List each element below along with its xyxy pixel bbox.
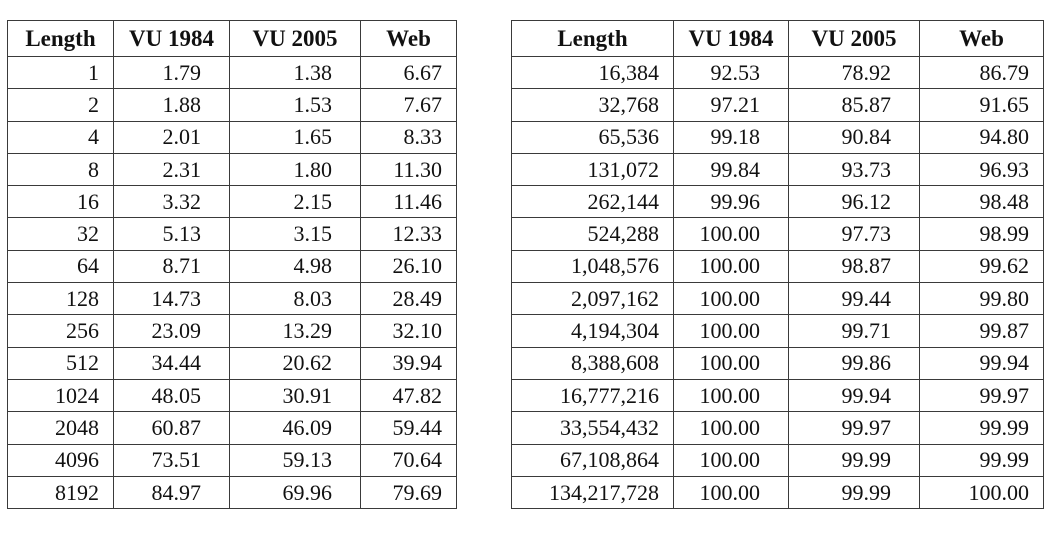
table-row bbox=[8, 283, 457, 315]
header-row bbox=[8, 21, 457, 57]
vu-1984-cell: 99.84 bbox=[674, 153, 789, 185]
web-cell: 91.65 bbox=[920, 89, 1044, 121]
table-row bbox=[512, 218, 1044, 250]
vu-1984-cell: 48.05 bbox=[114, 379, 230, 411]
vu-1984-cell: 8.71 bbox=[114, 250, 230, 282]
table-row bbox=[8, 379, 457, 411]
table-row bbox=[8, 186, 457, 218]
vu-2005-cell: 97.73 bbox=[789, 218, 920, 250]
table-row bbox=[8, 347, 457, 379]
length-cell: 65,536 bbox=[512, 121, 674, 153]
length-cell: 262,144 bbox=[512, 186, 674, 218]
vu-1984-cell: 100.00 bbox=[674, 476, 789, 508]
vu-2005-cell: 93.73 bbox=[789, 153, 920, 185]
column-header-vu-1984: VU 1984 bbox=[674, 21, 789, 57]
vu-1984-cell: 2.01 bbox=[114, 121, 230, 153]
table-body bbox=[512, 57, 1044, 509]
vu-2005-cell: 99.99 bbox=[789, 444, 920, 476]
vu-2005-cell: 90.84 bbox=[789, 121, 920, 153]
vu-1984-cell: 100.00 bbox=[674, 218, 789, 250]
vu-2005-cell: 99.97 bbox=[789, 412, 920, 444]
web-cell: 7.67 bbox=[361, 89, 457, 121]
length-cell: 8,388,608 bbox=[512, 347, 674, 379]
vu-1984-cell: 97.21 bbox=[674, 89, 789, 121]
vu-2005-cell: 1.80 bbox=[230, 153, 361, 185]
table-row bbox=[512, 283, 1044, 315]
vu-2005-cell: 13.29 bbox=[230, 315, 361, 347]
vu-1984-cell: 84.97 bbox=[114, 476, 230, 508]
vu-1984-cell: 100.00 bbox=[674, 315, 789, 347]
column-header-web: Web bbox=[920, 21, 1044, 57]
vu-1984-cell: 14.73 bbox=[114, 283, 230, 315]
table-row bbox=[512, 379, 1044, 411]
table-row bbox=[8, 444, 457, 476]
vu-2005-cell: 46.09 bbox=[230, 412, 361, 444]
web-cell: 99.99 bbox=[920, 444, 1044, 476]
web-cell: 99.62 bbox=[920, 250, 1044, 282]
web-cell: 12.33 bbox=[361, 218, 457, 250]
table-row bbox=[512, 250, 1044, 282]
web-cell: 99.97 bbox=[920, 379, 1044, 411]
table-row bbox=[8, 89, 457, 121]
vu-2005-cell: 8.03 bbox=[230, 283, 361, 315]
web-cell: 11.46 bbox=[361, 186, 457, 218]
table-row bbox=[512, 57, 1044, 89]
web-cell: 59.44 bbox=[361, 412, 457, 444]
table-row bbox=[8, 476, 457, 508]
vu-2005-cell: 20.62 bbox=[230, 347, 361, 379]
vu-2005-cell: 99.44 bbox=[789, 283, 920, 315]
web-cell: 32.10 bbox=[361, 315, 457, 347]
vu-1984-cell: 23.09 bbox=[114, 315, 230, 347]
length-cell: 4,194,304 bbox=[512, 315, 674, 347]
length-cell: 16,777,216 bbox=[512, 379, 674, 411]
length-cell: 8 bbox=[8, 153, 114, 185]
vu-2005-cell: 59.13 bbox=[230, 444, 361, 476]
table-row bbox=[8, 57, 457, 89]
web-cell: 26.10 bbox=[361, 250, 457, 282]
web-cell: 99.80 bbox=[920, 283, 1044, 315]
length-cell: 4096 bbox=[8, 444, 114, 476]
web-cell: 96.93 bbox=[920, 153, 1044, 185]
length-cell: 2,097,162 bbox=[512, 283, 674, 315]
column-header-vu-1984: VU 1984 bbox=[114, 21, 230, 57]
web-cell: 94.80 bbox=[920, 121, 1044, 153]
table-row bbox=[8, 153, 457, 185]
header-row bbox=[512, 21, 1044, 57]
vu-2005-cell: 1.65 bbox=[230, 121, 361, 153]
vu-2005-cell: 99.99 bbox=[789, 476, 920, 508]
vu-2005-cell: 78.92 bbox=[789, 57, 920, 89]
table-row bbox=[512, 412, 1044, 444]
length-cell: 256 bbox=[8, 315, 114, 347]
vu-1984-cell: 34.44 bbox=[114, 347, 230, 379]
vu-1984-cell: 60.87 bbox=[114, 412, 230, 444]
web-cell: 6.67 bbox=[361, 57, 457, 89]
vu-2005-cell: 99.86 bbox=[789, 347, 920, 379]
vu-1984-cell: 1.79 bbox=[114, 57, 230, 89]
vu-1984-cell: 2.31 bbox=[114, 153, 230, 185]
vu-1984-cell: 100.00 bbox=[674, 250, 789, 282]
table-row bbox=[8, 218, 457, 250]
vu-1984-cell: 73.51 bbox=[114, 444, 230, 476]
table-row bbox=[512, 186, 1044, 218]
vu-2005-cell: 85.87 bbox=[789, 89, 920, 121]
vu-1984-cell: 1.88 bbox=[114, 89, 230, 121]
vu-1984-cell: 100.00 bbox=[674, 412, 789, 444]
length-cell: 134,217,728 bbox=[512, 476, 674, 508]
vu-2005-cell: 4.98 bbox=[230, 250, 361, 282]
length-cell: 131,072 bbox=[512, 153, 674, 185]
column-header-vu-2005: VU 2005 bbox=[230, 21, 361, 57]
length-cell: 1 bbox=[8, 57, 114, 89]
vu-2005-cell: 69.96 bbox=[230, 476, 361, 508]
vu-1984-cell: 100.00 bbox=[674, 347, 789, 379]
vu-1984-cell: 100.00 bbox=[674, 379, 789, 411]
length-cell: 2048 bbox=[8, 412, 114, 444]
length-cell: 1024 bbox=[8, 379, 114, 411]
web-cell: 99.87 bbox=[920, 315, 1044, 347]
length-cell: 67,108,864 bbox=[512, 444, 674, 476]
vu-1984-cell: 99.96 bbox=[674, 186, 789, 218]
vu-2005-cell: 3.15 bbox=[230, 218, 361, 250]
web-cell: 98.99 bbox=[920, 218, 1044, 250]
web-cell: 100.00 bbox=[920, 476, 1044, 508]
web-cell: 99.99 bbox=[920, 412, 1044, 444]
length-cell: 8192 bbox=[8, 476, 114, 508]
length-cell: 1,048,576 bbox=[512, 250, 674, 282]
table-row bbox=[512, 347, 1044, 379]
table-row bbox=[512, 444, 1044, 476]
length-cell: 524,288 bbox=[512, 218, 674, 250]
column-header-length: Length bbox=[8, 21, 114, 57]
vu-2005-cell: 99.71 bbox=[789, 315, 920, 347]
web-cell: 8.33 bbox=[361, 121, 457, 153]
column-header-length: Length bbox=[512, 21, 674, 57]
table-row bbox=[512, 153, 1044, 185]
length-cell: 512 bbox=[8, 347, 114, 379]
left-table bbox=[7, 20, 457, 509]
vu-2005-cell: 96.12 bbox=[789, 186, 920, 218]
web-cell: 39.94 bbox=[361, 347, 457, 379]
vu-1984-cell: 92.53 bbox=[674, 57, 789, 89]
table-row bbox=[512, 476, 1044, 508]
vu-1984-cell: 100.00 bbox=[674, 283, 789, 315]
vu-2005-cell: 30.91 bbox=[230, 379, 361, 411]
table-row bbox=[8, 315, 457, 347]
table-row bbox=[8, 121, 457, 153]
table-body bbox=[8, 57, 457, 509]
length-cell: 16 bbox=[8, 186, 114, 218]
right-table bbox=[511, 20, 1044, 509]
length-cell: 32,768 bbox=[512, 89, 674, 121]
length-cell: 2 bbox=[8, 89, 114, 121]
length-cell: 128 bbox=[8, 283, 114, 315]
table-row bbox=[512, 121, 1044, 153]
column-header-web: Web bbox=[361, 21, 457, 57]
web-cell: 70.64 bbox=[361, 444, 457, 476]
table-row bbox=[512, 89, 1044, 121]
vu-2005-cell: 1.53 bbox=[230, 89, 361, 121]
vu-1984-cell: 3.32 bbox=[114, 186, 230, 218]
length-cell: 33,554,432 bbox=[512, 412, 674, 444]
vu-2005-cell: 98.87 bbox=[789, 250, 920, 282]
vu-2005-cell: 2.15 bbox=[230, 186, 361, 218]
length-cell: 16,384 bbox=[512, 57, 674, 89]
web-cell: 86.79 bbox=[920, 57, 1044, 89]
web-cell: 99.94 bbox=[920, 347, 1044, 379]
length-cell: 64 bbox=[8, 250, 114, 282]
web-cell: 98.48 bbox=[920, 186, 1044, 218]
table-row bbox=[8, 250, 457, 282]
length-cell: 4 bbox=[8, 121, 114, 153]
column-header-vu-2005: VU 2005 bbox=[789, 21, 920, 57]
vu-2005-cell: 1.38 bbox=[230, 57, 361, 89]
vu-1984-cell: 5.13 bbox=[114, 218, 230, 250]
web-cell: 79.69 bbox=[361, 476, 457, 508]
table-row bbox=[512, 315, 1044, 347]
vu-2005-cell: 99.94 bbox=[789, 379, 920, 411]
web-cell: 28.49 bbox=[361, 283, 457, 315]
vu-1984-cell: 99.18 bbox=[674, 121, 789, 153]
length-cell: 32 bbox=[8, 218, 114, 250]
vu-1984-cell: 100.00 bbox=[674, 444, 789, 476]
web-cell: 11.30 bbox=[361, 153, 457, 185]
web-cell: 47.82 bbox=[361, 379, 457, 411]
table-row bbox=[8, 412, 457, 444]
